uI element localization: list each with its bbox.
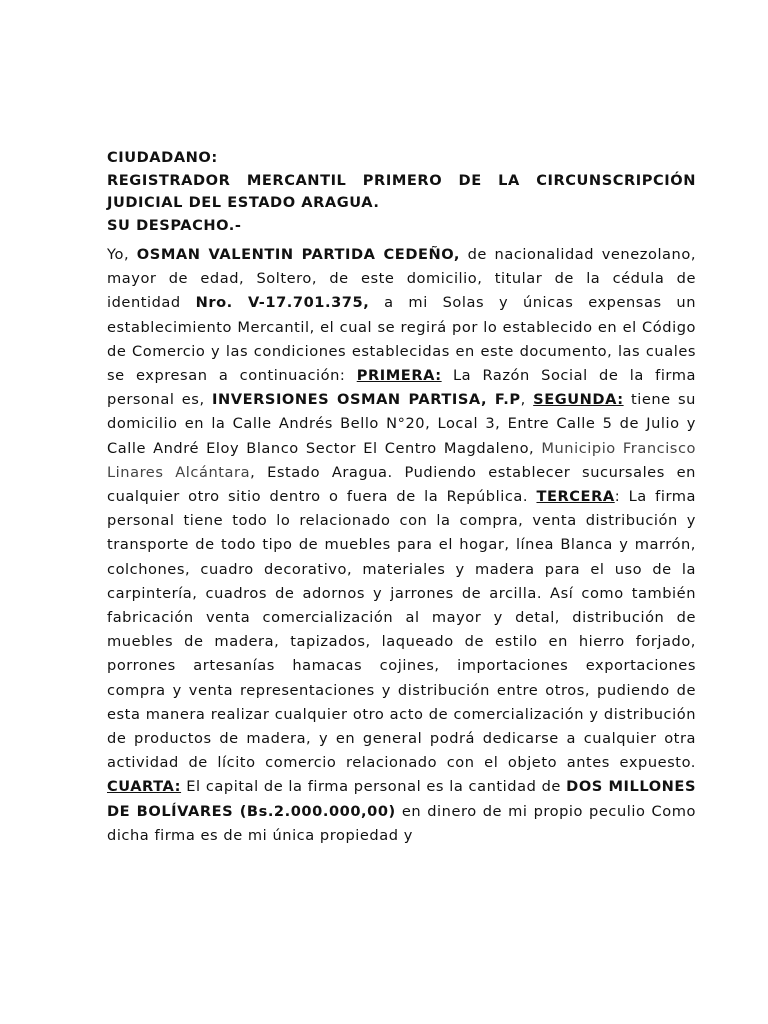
document-body <box>107 243 696 848</box>
body-text: tiene su domicilio en la Calle Andrés Bello N°20, Local 3, Entre Calle 5 de Julio y Calle André Eloy Blanco Sector El Centro Magdaleno, <box>107 391 696 457</box>
document-page <box>107 147 696 848</box>
clause-primera-label: PRIMERA: <box>356 367 442 385</box>
body-text: de nacionalidad venezolano, mayor de edad, Soltero, de este domicilio, titular de la cédula de identidad <box>107 246 697 312</box>
addressee-line: CIUDADANO: <box>107 149 218 166</box>
addressee-office: SU DESPACHO.- <box>107 216 242 234</box>
id-number: Nro. V-17.701.375, <box>195 294 370 312</box>
capital-amount: DOS MILLONES DE BOLÍVARES (Bs.2.000.000,00) <box>107 778 697 820</box>
body-text: , <box>520 391 534 409</box>
body-text: : La firma personal tiene todo lo relacionado con la compra, venta distribución y transporte de todo tipo de muebles para el hogar, línea Blanca y marrón, colchones, cuadro decorativo, materiales y madera para el uso de la carpintería, cuadros de adornos y jarrones de arcilla. Así como también fabricación venta comercialización al mayor y detal, distribución de muebles de madera, tapizados, laqueado de estilo en hierro forjado, porrones artesanías hamacas cojines, importaciones exportaciones compra y venta representaciones y distribución entre otros, pudiendo de esta manera realizar cualquier otro acto de comercialización y distribución de productos de madera, y en general podrá dedicarse a cualquier otra actividad de lícito comercio relacionado con el objeto antes expuesto. <box>107 488 696 772</box>
applicant-name: OSMAN VALENTIN PARTIDA CEDEÑO, <box>136 246 461 263</box>
body-text: La Razón Social de la firma personal es, <box>107 367 696 409</box>
addressee-block <box>107 147 696 237</box>
clause-cuarta-label: CUARTA: <box>107 778 182 796</box>
firm-name: INVERSIONES OSMAN PARTISA, F.P <box>211 391 521 409</box>
body-text: a mi Solas y únicas expensas un establecimiento Mercantil, el cual se regirá por lo establecido en el Código de Comercio y las condiciones establecidas en este documento, las cuales se expresan a continuación: <box>107 294 697 385</box>
addressee-registrar: REGISTRADOR MERCANTIL PRIMERO DE LA CIRCUNSCRIPCIÓN JUDICIAL DEL ESTADO ARAGUA. <box>107 171 696 211</box>
body-text: , Estado Aragua. Pudiendo establecer sucursales en cualquier otro sitio dentro o fuera de la República. <box>107 463 696 506</box>
body-text: en dinero de mi propio peculio Como dicha firma es de mi única propiedad y <box>107 802 696 844</box>
body-text: El capital de la firma personal es la cantidad de <box>181 778 567 796</box>
clause-segunda-label: SEGUNDA: <box>533 391 624 409</box>
body-text: Yo, <box>107 246 137 263</box>
clause-tercera-label: TERCERA <box>536 488 615 506</box>
municipality: Municipio Francisco Linares Alcántara <box>107 439 697 481</box>
